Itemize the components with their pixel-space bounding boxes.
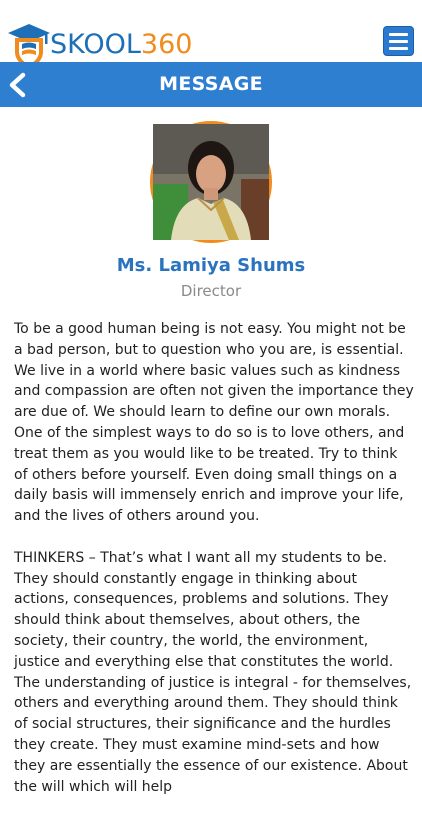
chevron-left-icon[interactable] xyxy=(6,72,30,98)
hamburger-menu-icon[interactable] xyxy=(383,26,414,56)
profile-name: Ms. Lamiya Shums xyxy=(116,255,306,276)
app-header xyxy=(0,0,422,62)
logo-number: 360 xyxy=(140,29,193,60)
message-paragraph: THINKERS – That’s what I want all my students to be. They should constantly engage in thinking about actions, consequences, problems and solutions. They should think about themselves, about others, the society, their country, the world, the environment, justice and everything else that constitutes the world. The understanding of justice is integral - for themselves, others and everything around them. They should think of social structures, their significance and the hurdles they create. They must examine mind-sets and how they are essentially the essence of our existence. About the will which will help xyxy=(14,549,412,795)
message-paragraph: To be a good human being is not easy. You might not be a bad person, but to question who you are, is essential. We live in a world where basic values such as kindness and compassion are often not given the importance they are due of. We should learn to define our own morals. One of the simplest ways to do so is to love others, and treat them as you would like to be treated. Try to think of others before yourself. Even doing small things on a daily basis will immensely enrich and improve your life, and the lives of others around you. xyxy=(14,321,414,525)
logo-word: SKOOL xyxy=(50,29,141,60)
message-body xyxy=(14,319,414,818)
profile-role: Director xyxy=(180,282,242,300)
page-title: MESSAGE xyxy=(159,73,263,95)
title-bar xyxy=(0,62,422,107)
profile-photo xyxy=(150,121,272,243)
